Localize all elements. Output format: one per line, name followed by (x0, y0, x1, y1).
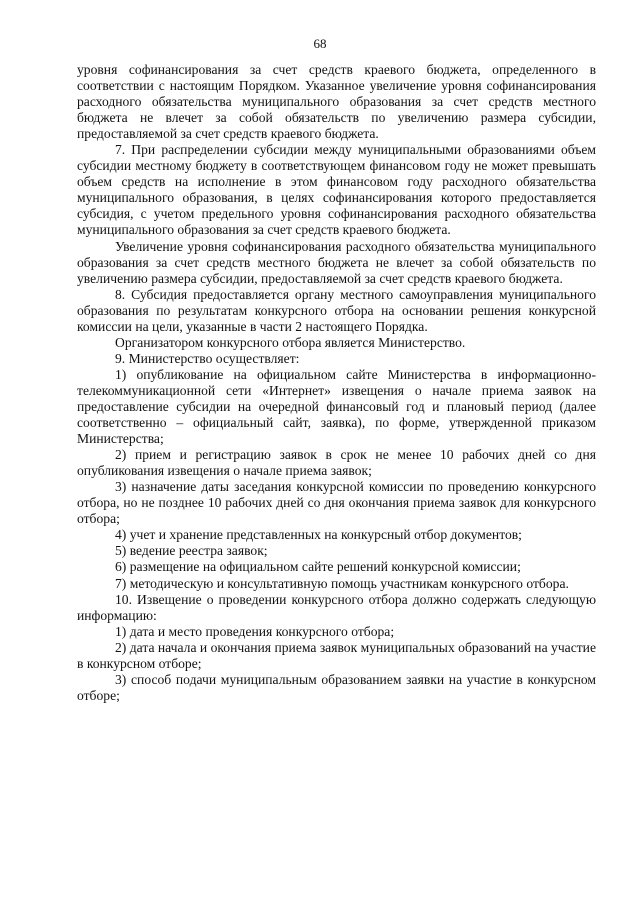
paragraph-13: 7) методическую и консультативную помощь участникам конкурсного отбора. (115, 575, 569, 591)
paragraph-7: 1) опубликование на официальном сайте Министерства в информационно-телекоммуникационной сети «Интернет» извещения о начале приема заявок на предоставление субсидии на очередной финансовый год и плановый период (далее соответственно – официальный сайт, заявка), по форме, утвержденной приказом Министерства; (77, 366, 596, 447)
page-number: 68 (313, 36, 327, 51)
paragraph-1: уровня софинансирования за счет средств краевого бюджета, определенного в соответствии с настоящим Порядком. Указанное увеличение уровня софинансирования расходного обязательства муниципального образования за счет средств местного бюджета не влечет за собой обязательств по увеличению размера субсидии, предоставляемой за счет средств краевого бюджета. (77, 62, 596, 142)
paragraph-2: 7. При распределении субсидии между муниципальными образованиями объем субсидии местному бюджету в соответствующем финансовом году не может превышать объем средств на исполнение в этом финансовом году расходного обязательства муниципального образования, в целях софинансирования которого предоставляется субсидия, с учетом предельного уровня софинансирования расходного обязательства муниципального образования за счет средств краевого бюджета. (77, 142, 596, 238)
paragraph-16: 2) дата начала и окончания приема заявок муниципальных образований на участие в конкурсном отборе; (77, 639, 596, 671)
paragraph-14: 10. Извещение о проведении конкурсного отбора должно содержать следующую информацию: (77, 591, 596, 623)
paragraph-3: Увеличение уровня софинансирования расходного обязательства муниципального образования за счет средств местного бюджета не влечет за собой обязательств по увеличению размера субсидии, предоставляемой за счет средств краевого бюджета. (77, 238, 596, 286)
paragraph-9: 3) назначение даты заседания конкурсной комиссии по проведению конкурсного отбора, но не позднее 10 рабочих дней со дня окончания приема заявок для конкурсного отбора; (77, 479, 596, 527)
paragraph-12: 6) размещение на официальном сайте решений конкурсной комиссии; (115, 559, 521, 575)
paragraph-4: 8. Субсидия предоставляется органу местного самоуправления муниципального образования по результатам конкурсного отбора на основании решения конкурсной комиссии на цели, указанные в части 2 настоящего Порядка. (77, 286, 596, 334)
document-body (77, 62, 596, 704)
paragraph-15: 1) дата и место проведения конкурсного отбора; (115, 623, 395, 639)
paragraph-10: 4) учет и хранение представленных на конкурсный отбор документов; (115, 527, 522, 543)
paragraph-17: 3) способ подачи муниципальным образованием заявки на участие в конкурсном отборе; (77, 671, 596, 703)
paragraph-8: 2) прием и регистрацию заявок в срок не менее 10 рабочих дней со дня опубликования извещения о начале приема заявок; (77, 447, 596, 479)
paragraph-6: 9. Министерство осуществляет: (115, 350, 300, 366)
paragraph-11: 5) ведение реестра заявок; (115, 543, 268, 559)
paragraph-5: Организатором конкурсного отбора является Министерство. (115, 334, 466, 350)
